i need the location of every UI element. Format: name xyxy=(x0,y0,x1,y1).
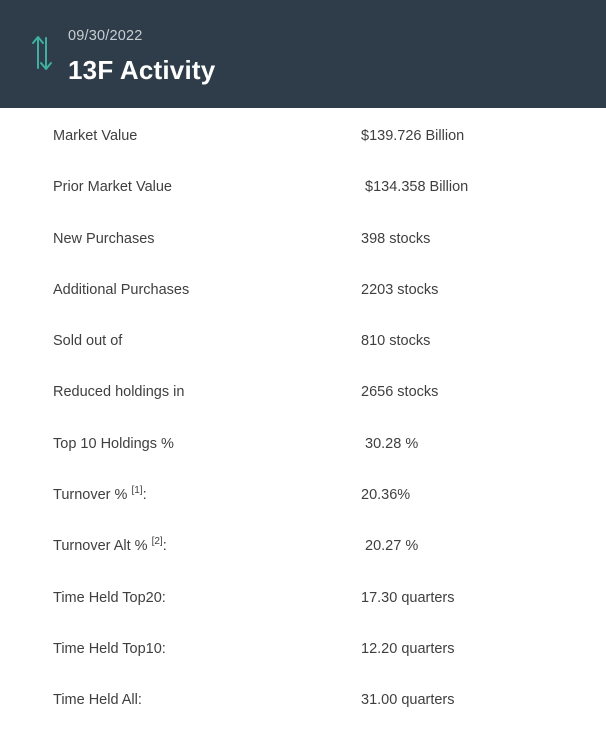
row-label: Time Held Top10: xyxy=(53,640,166,657)
row-value: 2203 stocks xyxy=(361,281,439,298)
footnote-marker: [1] xyxy=(131,485,143,497)
list-item xyxy=(0,588,606,639)
row-value: 31.00 quarters xyxy=(361,692,455,709)
row-value: 12.20 quarters xyxy=(361,640,455,657)
list-item xyxy=(0,639,606,690)
row-label-suffix: : xyxy=(162,538,167,555)
list-item xyxy=(0,177,606,228)
header-text-group xyxy=(62,14,215,86)
row-label-text: Turnover % xyxy=(53,487,132,504)
list-item xyxy=(0,229,606,280)
row-value: 2656 stocks xyxy=(361,384,439,401)
row-value: 20.27 % xyxy=(361,538,419,555)
row-label: Reduced holdings in xyxy=(53,384,185,401)
row-value: 30.28 % xyxy=(361,435,419,452)
list-item xyxy=(0,536,606,587)
row-value: 810 stocks xyxy=(361,333,431,350)
card-header xyxy=(0,0,606,108)
row-label-suffix: : xyxy=(142,487,147,504)
list-item xyxy=(0,485,606,536)
row-label xyxy=(53,485,361,505)
report-date: 09/30/2022 xyxy=(68,28,143,44)
row-label: Time Held All: xyxy=(53,692,142,709)
footnote-marker: [2] xyxy=(151,536,163,548)
row-label xyxy=(53,536,361,556)
row-label: New Purchases xyxy=(53,230,155,247)
updown-arrows-icon xyxy=(22,22,62,84)
row-label-text: Turnover Alt % xyxy=(53,538,152,555)
list-item xyxy=(0,382,606,433)
list-item xyxy=(0,690,606,741)
row-label: Prior Market Value xyxy=(53,179,172,196)
list-item xyxy=(0,331,606,382)
page-title: 13F Activity xyxy=(68,55,216,85)
row-value: 398 stocks xyxy=(361,230,431,247)
stats-list xyxy=(0,108,606,742)
row-label: Additional Purchases xyxy=(53,281,190,298)
row-value: $134.358 Billion xyxy=(361,179,469,196)
row-label: Top 10 Holdings % xyxy=(53,435,174,452)
row-value: $139.726 Billion xyxy=(361,128,465,144)
list-item xyxy=(0,126,606,177)
row-label: Sold out of xyxy=(53,333,123,350)
row-label: Market Value xyxy=(53,128,138,144)
list-item xyxy=(0,434,606,485)
list-item xyxy=(0,280,606,331)
row-value: 20.36% xyxy=(361,487,411,504)
row-label: Time Held Top20: xyxy=(53,589,166,606)
row-value: 17.30 quarters xyxy=(361,589,455,606)
